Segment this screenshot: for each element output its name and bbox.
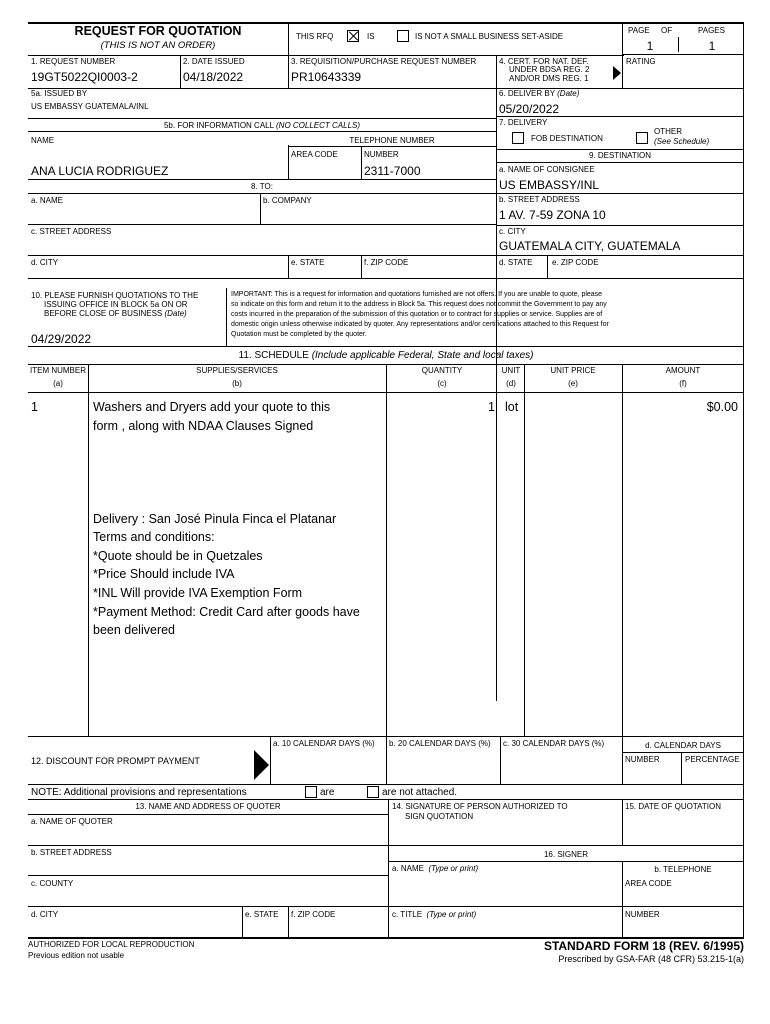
divider bbox=[288, 23, 289, 55]
standard-form-name: STANDARD FORM 18 (REV. 6/1995) bbox=[543, 939, 744, 953]
divider bbox=[260, 193, 261, 224]
issued-by-label: 5a. ISSUED BY bbox=[31, 89, 88, 98]
quotation-date-label: 15. DATE OF QUOTATION bbox=[625, 802, 722, 811]
divider bbox=[500, 736, 501, 784]
divider bbox=[622, 752, 744, 753]
date-issued-label: 2. DATE ISSUED bbox=[183, 57, 245, 66]
divider bbox=[28, 131, 496, 132]
col-quantity-sub: (c) bbox=[437, 379, 447, 388]
calendar-percentage-label: PERCENTAGE bbox=[685, 755, 740, 764]
divider bbox=[288, 55, 289, 88]
destination-label: 9. DESTINATION bbox=[588, 151, 652, 160]
quoter-zip-label: f. ZIP CODE bbox=[291, 910, 336, 919]
divider bbox=[28, 224, 496, 225]
signer-telephone-label: b. TELEPHONE bbox=[654, 865, 712, 874]
divider bbox=[28, 736, 744, 737]
divider bbox=[496, 162, 744, 163]
divider bbox=[28, 179, 496, 180]
divider bbox=[496, 193, 744, 194]
col-amount: AMOUNT bbox=[665, 366, 701, 375]
divider bbox=[678, 37, 679, 52]
form-title: REQUEST FOR QUOTATION bbox=[74, 24, 242, 38]
provisions-are-checkbox[interactable] bbox=[305, 786, 317, 798]
furnish-label-line2: ISSUING OFFICE IN BLOCK 5a ON OR bbox=[44, 300, 188, 309]
divider bbox=[28, 875, 388, 876]
request-number-label: 1. REQUEST NUMBER bbox=[31, 57, 116, 66]
to-street-label: c. STREET ADDRESS bbox=[31, 227, 112, 236]
quoter-city-label: d. CITY bbox=[31, 910, 59, 919]
divider bbox=[28, 906, 744, 907]
divider bbox=[288, 256, 289, 278]
signature-label-line2: SIGN QUOTATION bbox=[405, 812, 474, 821]
divider bbox=[88, 364, 89, 736]
divider bbox=[28, 255, 496, 256]
col-item-number-sub: (a) bbox=[53, 379, 63, 388]
divider bbox=[496, 116, 744, 117]
divider bbox=[496, 255, 744, 256]
to-company-label: b. COMPANY bbox=[263, 196, 312, 205]
authorized-reproduction: AUTHORIZED FOR LOCAL REPRODUCTION bbox=[28, 940, 195, 949]
dest-zip-label: e. ZIP CODE bbox=[552, 258, 599, 267]
date-issued-value[interactable]: 04/18/2022 bbox=[183, 70, 244, 84]
request-number-value[interactable]: 19GT5022QI0003-2 bbox=[31, 70, 138, 84]
requisition-number-label: 3. REQUISITION/PURCHASE REQUEST NUMBER bbox=[291, 57, 477, 66]
divider bbox=[28, 118, 496, 119]
info-call-label: 5b. FOR INFORMATION CALL (NO COLLECT CALLS) bbox=[163, 121, 361, 130]
divider bbox=[28, 814, 388, 815]
pages-value: 1 bbox=[708, 39, 716, 53]
cert-label-line3: AND/OR DMS REG. 1 bbox=[509, 74, 589, 83]
other-delivery-label: OTHER bbox=[654, 127, 682, 136]
note-text: NOTE: Additional provisions and representations bbox=[31, 787, 247, 798]
requisition-number-value[interactable]: PR10643339 bbox=[291, 70, 362, 84]
divider bbox=[524, 364, 525, 736]
to-name-label: a. NAME bbox=[31, 196, 64, 205]
col-supplies: SUPPLIES/SERVICES bbox=[196, 366, 278, 375]
number-label: NUMBER bbox=[364, 150, 399, 159]
divider bbox=[288, 145, 289, 180]
quoter-county-label: c. COUNTY bbox=[31, 879, 74, 888]
divider bbox=[496, 225, 744, 226]
row-quantity[interactable]: 1 bbox=[488, 400, 495, 414]
col-unit: UNIT bbox=[501, 366, 521, 375]
signer-name-label: a. NAME (Type or print) bbox=[392, 864, 479, 873]
rfq-is-checkbox[interactable] bbox=[347, 30, 359, 42]
signer-label: 16. SIGNER bbox=[543, 850, 588, 859]
furnish-label-line1: 10. PLEASE FURNISH QUOTATIONS TO THE bbox=[31, 291, 199, 300]
fob-destination-checkbox[interactable] bbox=[512, 132, 524, 144]
row-description[interactable]: Washers and Dryers add your quote to this form , along with NDAA Clauses Signed Delivery : San José Pinula Finca el Platanar Terms and conditions: *Quote should be in Quetzales *Price Should include IVA *INL Will provide IVA Exemption Form *Payment Method: Credit Card after goods have been delivered bbox=[93, 400, 360, 638]
important-line1: IMPORTANT: This is a request for information and quotations furnished are not offers. If you are unable to quote, please bbox=[231, 291, 603, 298]
contact-name-label: NAME bbox=[31, 136, 55, 145]
row-amount[interactable]: $0.00 bbox=[706, 400, 738, 414]
deliver-by-value[interactable]: 05/20/2022 bbox=[499, 102, 560, 116]
deliver-by-label: 6. DELIVER BY (Date) bbox=[499, 89, 580, 98]
important-line3: costs incurred in the preparation of the submission of this quotation or to contract for supplies or service. Supplies are of bbox=[231, 311, 603, 318]
col-unit-price: UNIT PRICE bbox=[550, 366, 596, 375]
divider bbox=[496, 149, 744, 150]
divider bbox=[361, 256, 362, 278]
divider bbox=[242, 906, 243, 938]
col-item-number: ITEM NUMBER bbox=[30, 366, 86, 375]
divider bbox=[28, 88, 744, 89]
divider bbox=[270, 736, 271, 784]
divider bbox=[28, 278, 744, 279]
consignee-value[interactable]: US EMBASSY/INL bbox=[499, 178, 600, 192]
cert-arrow-icon bbox=[613, 66, 621, 80]
discount-30-days-label: c. 30 CALENDAR DAYS (%) bbox=[503, 739, 605, 748]
col-unit-sub: (d) bbox=[506, 379, 516, 388]
provisions-are-label: are bbox=[320, 787, 335, 798]
furnish-label-line3: BEFORE CLOSE OF BUSINESS (Date) bbox=[44, 309, 187, 318]
page-value: 1 bbox=[646, 39, 654, 53]
quote-due-date-value[interactable]: 04/29/2022 bbox=[31, 332, 92, 346]
schedule-title: 11. SCHEDULE (Include applicable Federal, State and local taxes) bbox=[238, 350, 534, 361]
divider bbox=[547, 256, 548, 278]
divider bbox=[28, 193, 496, 194]
dest-city-value[interactable]: GUATEMALA CITY, GUATEMALA bbox=[499, 239, 681, 253]
divider bbox=[226, 288, 227, 346]
divider bbox=[388, 861, 744, 862]
divider bbox=[681, 752, 682, 784]
rating-label: RATING bbox=[626, 57, 656, 66]
col-unit-price-sub: (e) bbox=[568, 379, 578, 388]
divider bbox=[288, 906, 289, 938]
important-line5: Quotation must be completed by the quoter. bbox=[231, 331, 367, 338]
dest-street-value[interactable]: 1 AV. 7-59 ZONA 10 bbox=[499, 208, 606, 222]
divider bbox=[361, 146, 362, 180]
provisions-are-not-label: are not attached. bbox=[382, 787, 458, 798]
divider bbox=[388, 799, 389, 938]
discount-label: 12. DISCOUNT FOR PROMPT PAYMENT bbox=[31, 756, 200, 766]
col-amount-sub: (f) bbox=[679, 379, 687, 388]
divider bbox=[288, 146, 496, 147]
to-city-label: d. CITY bbox=[31, 258, 59, 267]
prescribed-by: Prescribed by GSA-FAR (48 CFR) 53.215-1(a) bbox=[558, 954, 744, 964]
col-supplies-sub: (b) bbox=[232, 379, 242, 388]
contact-number-value[interactable]: 2311-7000 bbox=[364, 164, 421, 178]
cert-label-line1: 4. CERT. FOR NAT. DEF. bbox=[499, 57, 589, 66]
divider bbox=[180, 55, 181, 88]
divider bbox=[622, 799, 623, 845]
quoter-name-label: a. NAME OF QUOTER bbox=[31, 817, 113, 826]
divider bbox=[28, 845, 744, 846]
area-code-label: AREA CODE bbox=[291, 150, 338, 159]
other-delivery-checkbox[interactable] bbox=[636, 132, 648, 144]
divider bbox=[28, 799, 744, 800]
divider bbox=[28, 346, 744, 347]
quoter-section-label: 13. NAME AND ADDRESS OF QUOTER bbox=[135, 802, 281, 811]
row-unit[interactable]: lot bbox=[505, 400, 519, 414]
contact-name-value[interactable]: ANA LUCIA RODRIGUEZ bbox=[31, 164, 169, 178]
to-label: 8. TO: bbox=[251, 182, 273, 191]
divider bbox=[28, 55, 624, 56]
important-line4: domestic origin unless otherwise indicated by quoter. Any representations and/or certifications attached to this Request for bbox=[231, 321, 609, 328]
consignee-label: a. NAME OF CONSIGNEE bbox=[499, 165, 595, 174]
row-item-number[interactable]: 1 bbox=[31, 400, 38, 414]
divider bbox=[28, 784, 744, 785]
form-subtitle: (THIS IS NOT AN ORDER) bbox=[100, 40, 216, 51]
page-label: PAGE bbox=[628, 26, 650, 35]
calendar-days-label: d. CALENDAR DAYS bbox=[645, 741, 721, 750]
signer-number-label: NUMBER bbox=[625, 910, 660, 919]
rfq-is-not-checkbox[interactable] bbox=[397, 30, 409, 42]
dest-street-label: b. STREET ADDRESS bbox=[499, 195, 580, 204]
signer-title-label: c. TITLE (Type or print) bbox=[392, 910, 477, 919]
telephone-label: TELEPHONE NUMBER bbox=[349, 136, 435, 145]
cert-label-line2: UNDER BDSA REG. 2 bbox=[509, 65, 590, 74]
col-quantity: QUANTITY bbox=[421, 366, 463, 375]
pages-label: PAGES bbox=[698, 26, 725, 35]
issued-by-value[interactable]: US EMBASSY GUATEMALA/INL bbox=[31, 102, 149, 111]
to-state-label: e. STATE bbox=[291, 258, 325, 267]
quoter-state-label: e. STATE bbox=[245, 910, 279, 919]
previous-edition-note: Previous edition not usable bbox=[28, 951, 125, 960]
divider bbox=[622, 54, 743, 55]
to-zip-label: f. ZIP CODE bbox=[364, 258, 409, 267]
of-label: OF bbox=[661, 26, 673, 35]
discount-arrow-icon bbox=[254, 750, 269, 780]
calendar-number-label: NUMBER bbox=[625, 755, 660, 764]
rfq-is-label: IS bbox=[367, 32, 375, 41]
discount-20-days-label: b. 20 CALENDAR DAYS (%) bbox=[389, 739, 491, 748]
delivery-label: 7. DELIVERY bbox=[499, 118, 548, 127]
fob-destination-label: FOB DESTINATION bbox=[531, 134, 603, 143]
divider bbox=[386, 364, 387, 784]
rfq-is-not-label: IS NOT A SMALL BUSINESS SET-ASIDE bbox=[415, 32, 564, 41]
important-line2: so indicate on this form and return it to the address in Block 5a. This request does not commit the Government to pay any bbox=[231, 301, 607, 308]
this-rfq-label: THIS RFQ bbox=[296, 32, 334, 41]
signer-area-code-label: AREA CODE bbox=[625, 879, 672, 888]
discount-10-days-label: a. 10 CALENDAR DAYS (%) bbox=[273, 739, 375, 748]
provisions-are-not-checkbox[interactable] bbox=[367, 786, 379, 798]
quoter-street-label: b. STREET ADDRESS bbox=[31, 848, 112, 857]
divider bbox=[622, 364, 623, 784]
see-schedule-note: (See Schedule) bbox=[654, 137, 710, 146]
signature-label-line1: 14. SIGNATURE OF PERSON AUTHORIZED TO bbox=[392, 802, 568, 811]
dest-state-label: d. STATE bbox=[499, 258, 533, 267]
dest-city-label: c. CITY bbox=[499, 227, 526, 236]
